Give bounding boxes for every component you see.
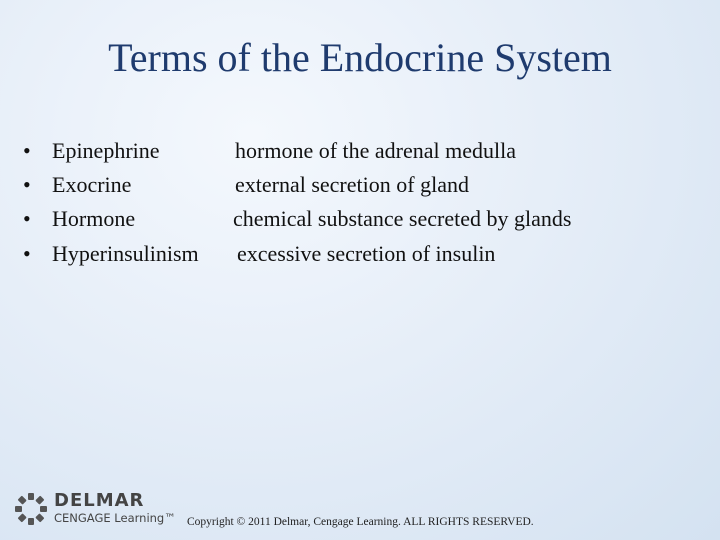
term-name: Epinephrine xyxy=(52,138,160,163)
delmar-cengage-logo xyxy=(14,490,184,530)
delmar-pinwheel-icon xyxy=(14,492,48,526)
logo-sub-text: CENGAGE Learning™ xyxy=(54,511,176,525)
bullet-icon: • xyxy=(23,206,31,231)
term-definition: external secretion of gland xyxy=(235,172,469,197)
bullet-icon: • xyxy=(23,241,31,266)
bullet-icon: • xyxy=(23,172,31,197)
term-name: Hormone xyxy=(52,206,136,231)
bullet-icon: • xyxy=(23,138,31,163)
term-name: Exocrine xyxy=(52,172,132,197)
term-row xyxy=(0,134,720,168)
term-row xyxy=(0,168,720,202)
slide-title: Terms of the Endocrine System xyxy=(108,35,612,80)
logo-brand-text: DELMAR xyxy=(54,490,145,511)
term-row xyxy=(0,202,720,236)
copyright-notice: Copyright © 2011 Delmar, Cengage Learning. ALL RIGHTS RESERVED. xyxy=(187,516,534,528)
term-definition: hormone of the adrenal medulla xyxy=(235,138,517,163)
term-row xyxy=(0,237,720,271)
term-definition: excessive secretion of insulin xyxy=(237,241,496,266)
term-definition: chemical substance secreted by glands xyxy=(233,206,572,231)
term-name: Hyperinsulinism xyxy=(52,241,199,266)
